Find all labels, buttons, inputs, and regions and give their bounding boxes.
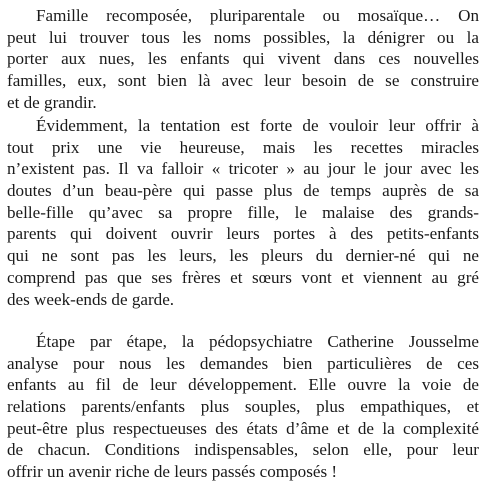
text-line: qui ne sont pas les leurs, les pleurs du dernier-né qui ne [7, 246, 479, 266]
paragraph-1 [7, 5, 479, 113]
text-line: de chacun. Conditions indispensables, selon elle, pour leur [7, 440, 479, 460]
text-line: porter aux nues, les enfants qui vivent dans ces nouvelles [7, 49, 479, 69]
text-line: parents qui doivent ouvrir leurs portes à des petits-enfants [7, 224, 479, 244]
text-line: analyse pour nous les demandes bien particulières de ces [7, 353, 479, 373]
text-line: enfants au fil de leur développement. Elle ouvre la voie de [7, 375, 479, 395]
text-line: Famille recomposée, pluriparentale ou mosaïque… On [36, 6, 479, 25]
text-line: des week-ends de garde. [7, 289, 175, 309]
text-line: comprend pas que ses frères et sœurs vont et viennent au gré [7, 267, 479, 287]
text-line: belle-fille qu’avec sa propre fille, le malaise des grands- [7, 202, 479, 222]
paragraph-2 [7, 115, 479, 310]
text-line: Étape par étape, la pédopsychiatre Catherine Jousselme [36, 332, 479, 351]
text-line: n’existent pas. Il va falloir « tricoter » au jour le jour avec les [7, 159, 479, 179]
text-line: peut lui trouver tous les noms possibles, la dénigrer ou la [7, 27, 479, 47]
text-line: peut-être plus respectueuses des états d’âme et de la complexité [7, 418, 479, 438]
text-line: familles, eux, sont bien là avec leur besoin de se construire [7, 71, 479, 91]
text-line: et de grandir. [7, 92, 97, 112]
text-line: Évidemment, la tentation est forte de vouloir leur offrir à [36, 116, 479, 135]
text-line: tout prix une vie heureuse, mais les recettes miracles [7, 137, 479, 157]
text-line: offrir un avenir riche de leurs passés composés ! [7, 462, 338, 482]
text-line: doutes d’un beau-père qui passe plus de temps auprès de sa [7, 181, 479, 201]
paragraph-3 [7, 331, 479, 483]
text-line: relations parents/enfants plus souples, plus empathiques, et [7, 397, 479, 417]
